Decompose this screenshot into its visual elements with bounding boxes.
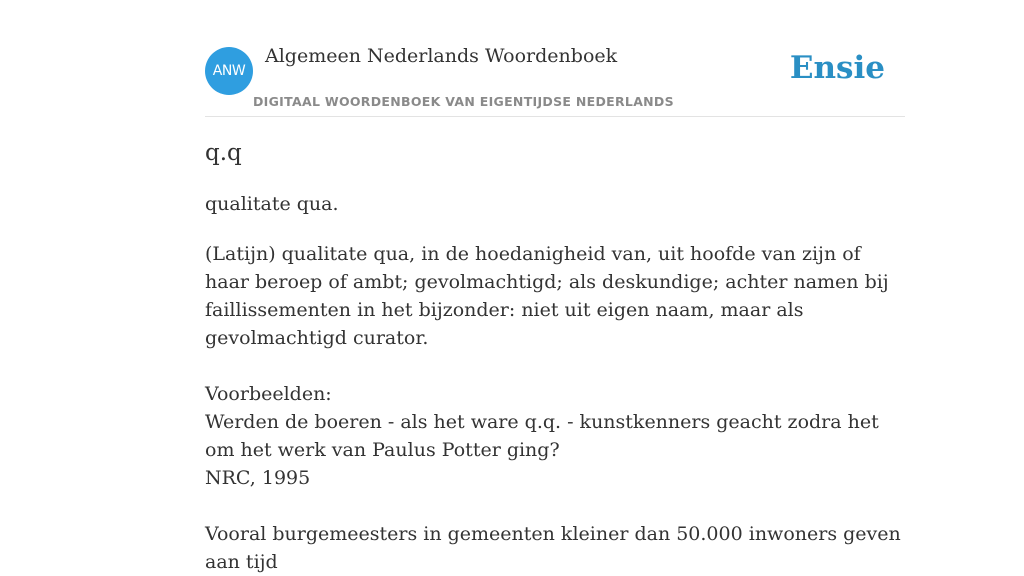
- site-header: [205, 0, 905, 117]
- example-text: Werden de boeren - als het ware q.q. - kunstkenners geacht zodra het om het werk van Paulus Potter ging?: [205, 411, 879, 461]
- logo-text: ANW: [212, 63, 246, 79]
- entry-body: [205, 240, 905, 576]
- site-title[interactable]: Algemeen Nederlands Woordenboek: [265, 45, 618, 67]
- definition-text: (Latijn) qualitate qua, in de hoedanigheid van, uit hoofde van zijn of haar beroep of ambt; gevolmachtigd; als deskundige; achter namen bij faillissementen in het bijzonder: niet uit eigen naam, maar als gevolmachtigd curator.: [205, 243, 889, 349]
- anw-logo[interactable]: [205, 47, 253, 95]
- ensie-brand-link[interactable]: Ensie: [789, 50, 885, 86]
- short-definition: qualitate qua.: [205, 193, 339, 215]
- example-source: NRC, 1995: [205, 467, 311, 489]
- headword: q.q: [205, 140, 242, 166]
- page-container: [205, 0, 905, 573]
- example-text: Vooral burgemeesters in gemeenten kleiner dan 50.000 inwoners geven aan tijd: [205, 523, 901, 573]
- examples-label: Voorbeelden:: [205, 383, 332, 405]
- site-subtitle: DIGITAAL WOORDENBOEK VAN EIGENTIJDSE NEDERLANDS: [253, 94, 674, 109]
